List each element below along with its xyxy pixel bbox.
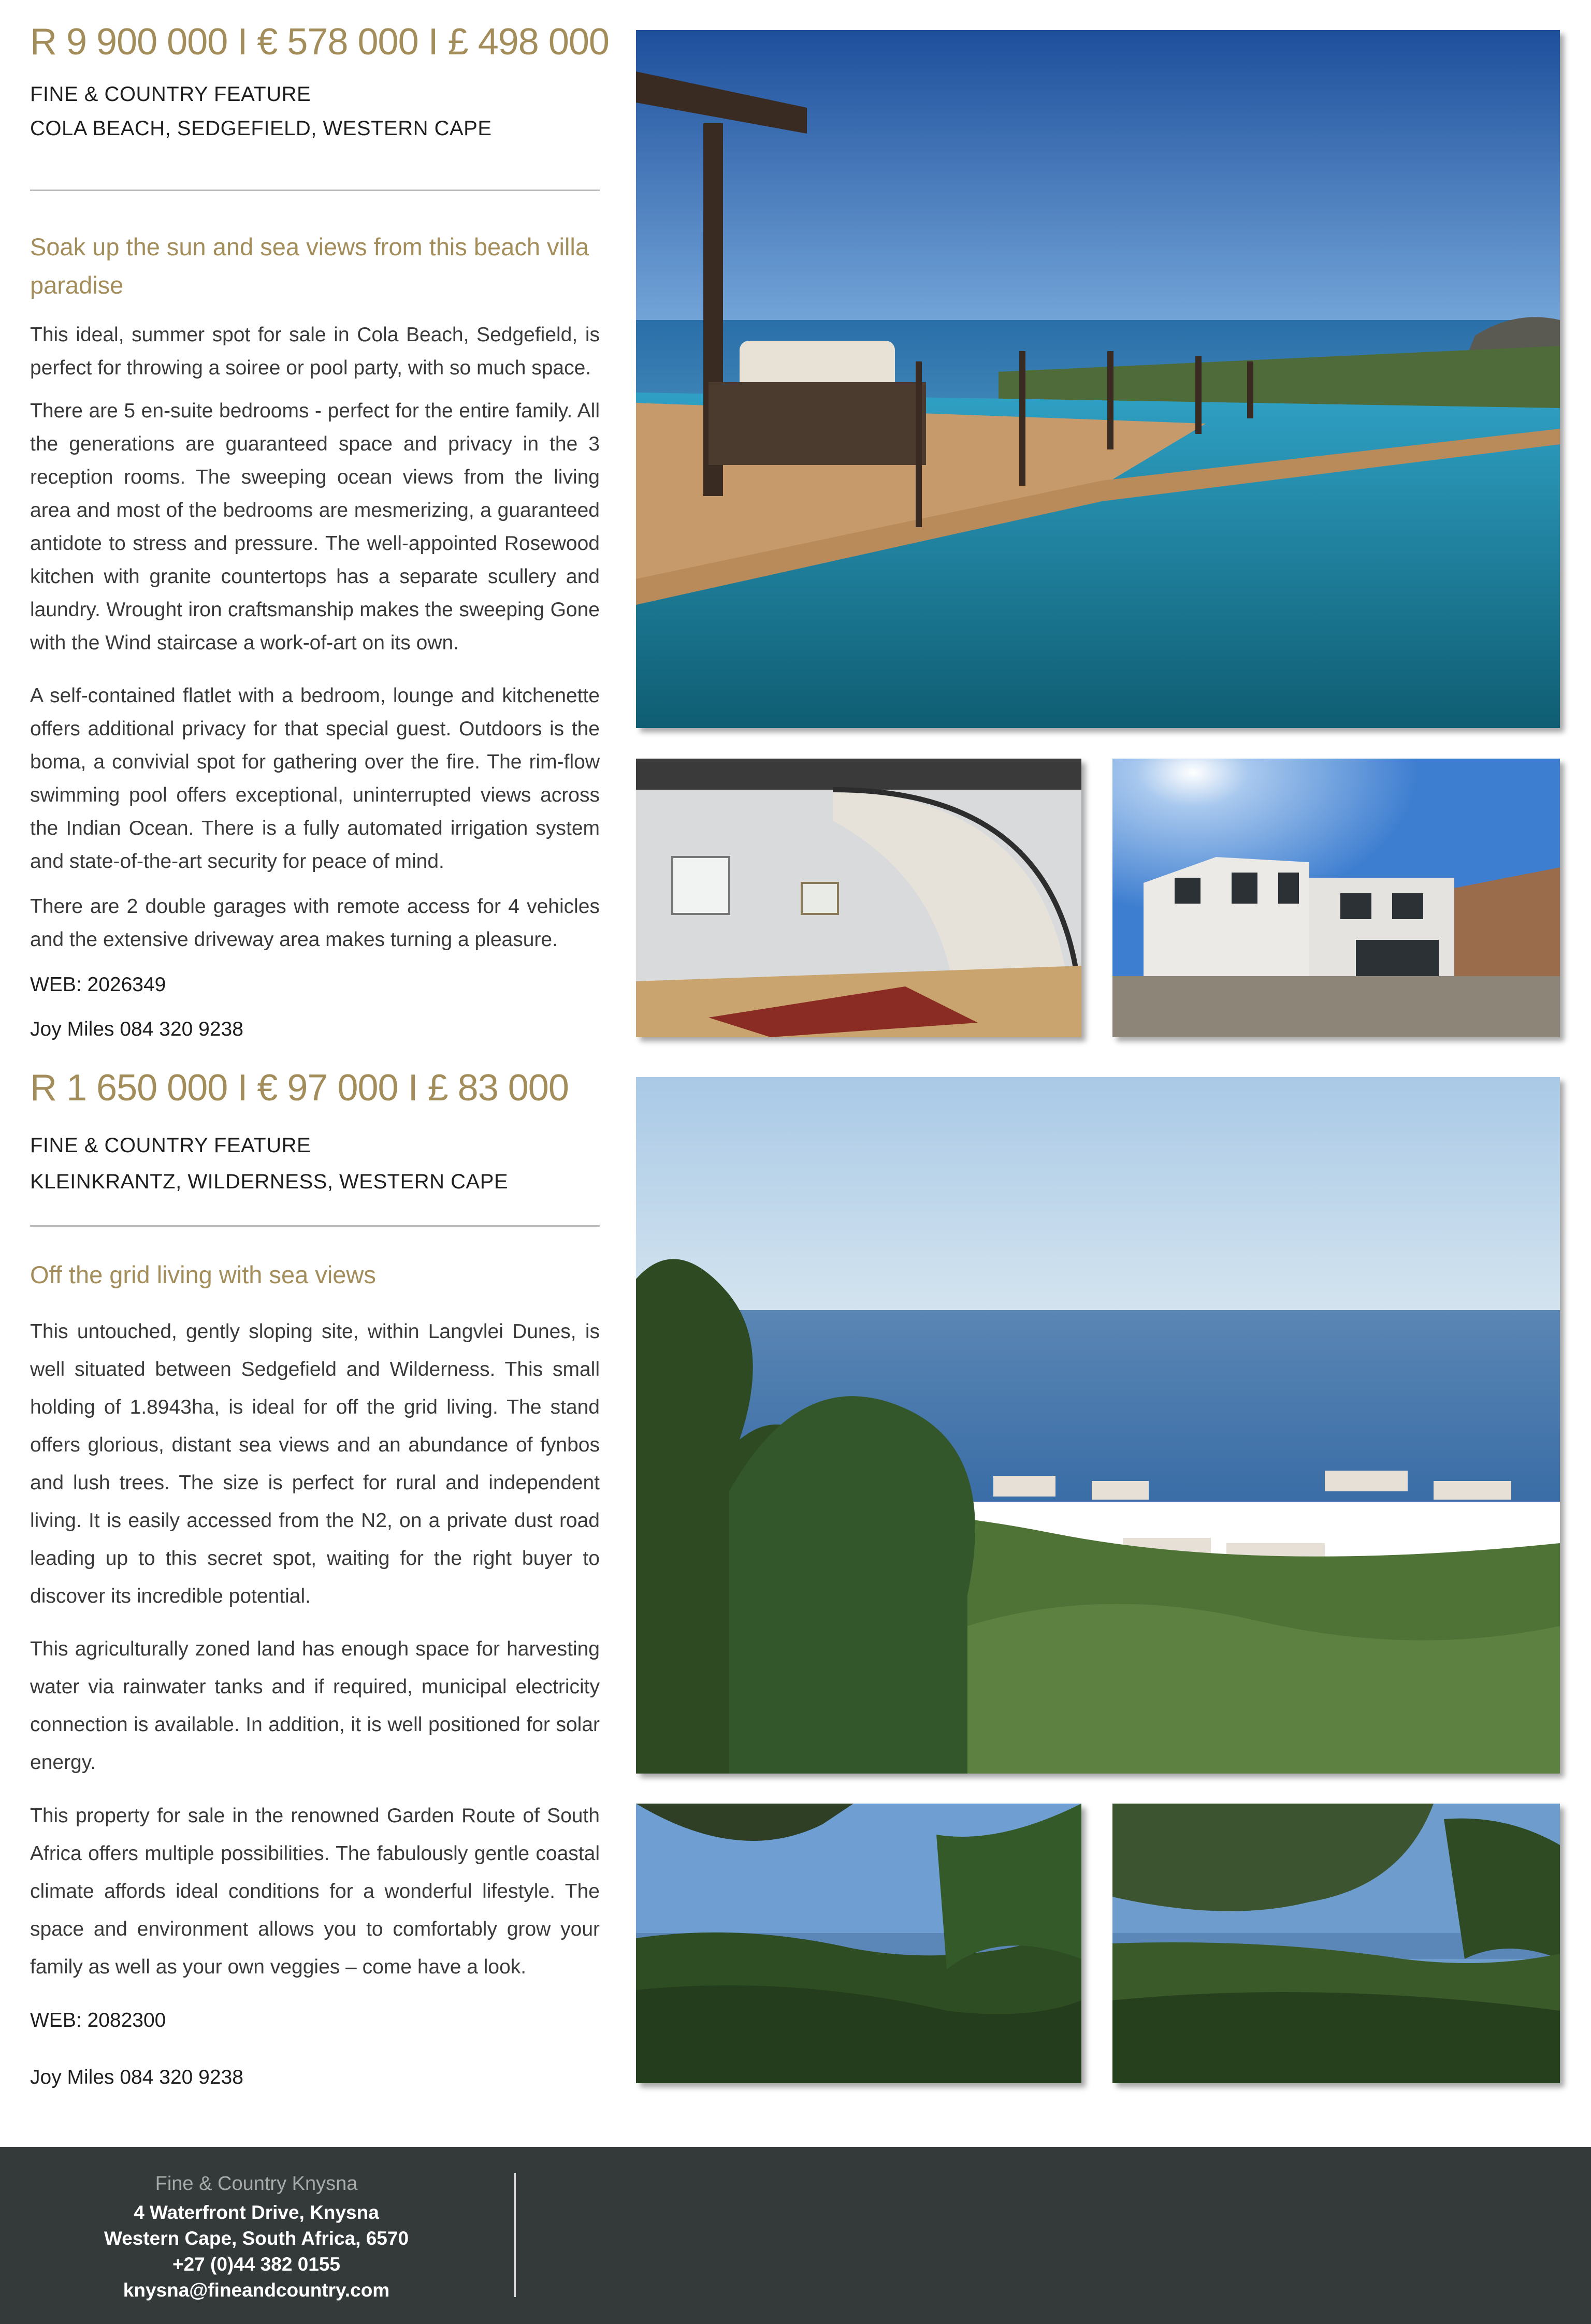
- office-contact-block: [47, 2168, 466, 2303]
- headline: Off the grid living with sea views: [30, 1261, 376, 1288]
- paragraph: There are 2 double garages with remote access for 4 vehicles and the extensive driveway area makes turning a pleasure.: [30, 895, 600, 951]
- office-name: Fine & Country Knysna: [155, 2173, 358, 2195]
- paragraph: This property for sale in the renowned Garden Route of South Africa offers multiple possibilities. The fabulously gentle coastal climate affords ideal conditions for a wonderful lifestyle. The space and environment allows you to comfortably grow your family as well as your own veggies – come have a look.: [30, 1805, 600, 1978]
- phone-number[interactable]: +27 (0)44 382 0155: [172, 2254, 341, 2275]
- paragraph: This untouched, gently sloping site, within Langvlei Dunes, is well situated between Sedgefield and Wilderness. This small holding of 1.8943ha, is ideal for off the grid living. The stand offers glorious, distant sea views and an abundance of fynbos and lush trees. The size is perfect for rural and independent living. It is easily accessed from the N2, on a private dust road leading up to this secret spot, waiting for the right buyer to discover its incredible potential.: [30, 1320, 600, 1607]
- bush-view-photo-right: [1112, 1804, 1560, 2083]
- web-reference: WEB: 2082300: [30, 2009, 166, 2031]
- paragraph: A self-contained flatlet with a bedroom, lounge and kitchenette offers additional privacy for that special guest. Outdoors is the boma, a convivial spot for gathering over the fire. The rim-flow swimming pool offers exceptional, uninterrupted views across the Indian Ocean. There is a fully automated irrigation system and state-of-the-art security for peace of mind.: [30, 685, 600, 873]
- feature-label: FINE & COUNTRY FEATURE: [30, 83, 311, 106]
- price: R 1 650 000 I € 97 000 I £ 83 000: [30, 1067, 569, 1109]
- divider: [30, 190, 600, 191]
- address-line-1: 4 Waterfront Drive, Knysna: [134, 2202, 379, 2223]
- bush-view-photo-left: [636, 1804, 1081, 2083]
- paragraph: This agriculturally zoned land has enough space for harvesting water via rainwater tanks and if required, municipal electricity connection is available. In addition, it is well positioned for solar energy.: [30, 1638, 600, 1774]
- paragraph: There are 5 en-suite bedrooms - perfect for the entire family. All the generations are guaranteed space and privacy in the 3 reception rooms. The sweeping ocean views from the living area and most of the bedrooms are mesmerizing, a guaranteed antidote to stress and pressure. The well-appointed Rosewood kitchen with granite countertops has a separate scullery and laundry. Wrought iron craftsmanship makes the sweeping Gone with the Wind staircase a work-of-art on its own.: [30, 400, 600, 654]
- paragraph: This ideal, summer spot for sale in Cola Beach, Sedgefield, is perfect for throwing a soiree or pool party, with so much space.: [30, 324, 600, 379]
- feature-label: FINE & COUNTRY FEATURE: [30, 1134, 311, 1157]
- email-link[interactable]: knysna@fineandcountry.com: [123, 2279, 390, 2301]
- price: R 9 900 000 I € 578 000 I £ 498 000: [30, 21, 609, 63]
- location: COLA BEACH, SEDGEFIELD, WESTERN CAPE: [30, 117, 492, 140]
- divider: [30, 1225, 600, 1227]
- footer-divider: [514, 2173, 516, 2297]
- pool-sea-view-photo: [636, 30, 1560, 728]
- agent-contact: Joy Miles 084 320 9238: [30, 1018, 243, 1040]
- staircase-interior-photo: [636, 759, 1081, 1037]
- headline: Soak up the sun and sea views from this beach villa paradise: [30, 233, 589, 299]
- sea-view-fynbos-photo: [636, 1077, 1560, 1774]
- location: KLEINKRANTZ, WILDERNESS, WESTERN CAPE: [30, 1170, 509, 1193]
- footer: [0, 2147, 1591, 2324]
- agent-contact: Joy Miles 084 320 9238: [30, 2066, 243, 2088]
- address-line-2: Western Cape, South Africa, 6570: [104, 2228, 409, 2249]
- house-exterior-photo: [1112, 759, 1560, 1037]
- web-reference: WEB: 2026349: [30, 974, 166, 996]
